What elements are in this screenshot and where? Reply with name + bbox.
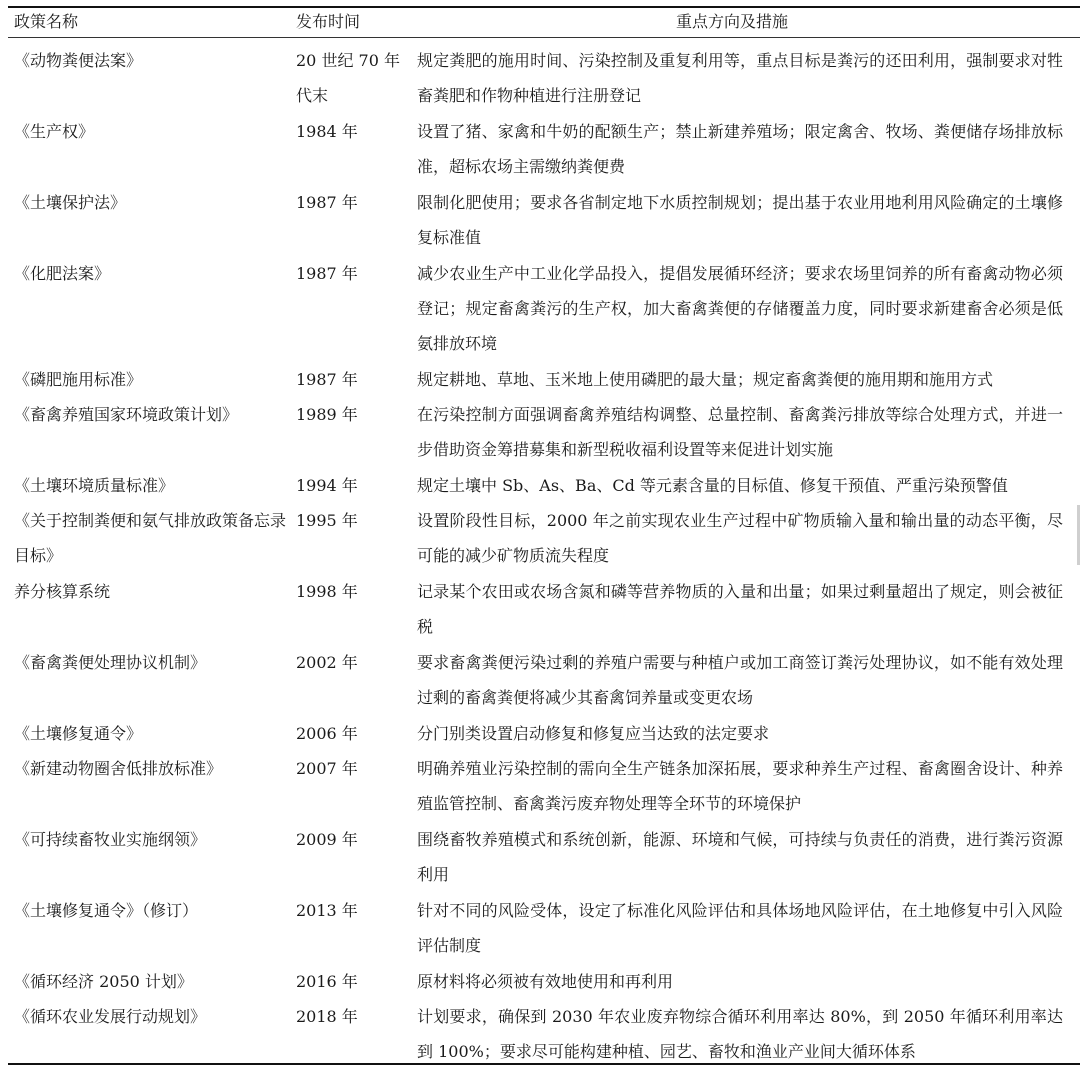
table-row xyxy=(0,749,1080,820)
policy-measures: 原材料将必须被有效地使用和再利用 xyxy=(417,972,674,991)
header-policy-name: 政策名称 xyxy=(14,12,79,31)
table-top-rule xyxy=(8,6,1080,8)
policy-name: 《土壤修复通令》 xyxy=(14,724,143,743)
policy-name: 《化肥法案》 xyxy=(14,264,111,283)
policy-measures: 在污染控制方面强调畜禽养殖结构调整、总量控制、畜禽粪污排放等综合处理方式，并进一步借助资金筹措募集和新型税收福利设置等来促进计划实施 xyxy=(417,405,1063,459)
policy-measures: 设置了猪、家禽和牛奶的配额生产；禁止新建养殖场；限定禽舍、牧场、粪便储存场排放标准，超标农场主需缴纳粪便费 xyxy=(417,122,1063,176)
policy-measures: 计划要求，确保到 2030 年农业废弃物综合循环利用率达 80%，到 2050 年循环利用率达到 100%；要求尽可能构建种植、园艺、畜牧和渔业产业间大循环体系 xyxy=(417,1007,1063,1061)
release-year: 1987 年 xyxy=(296,264,358,283)
table-row xyxy=(0,501,1080,572)
table-row xyxy=(0,183,1080,254)
policy-name: 《土壤环境质量标准》 xyxy=(14,476,175,495)
table-row xyxy=(0,891,1080,962)
release-year: 2018 年 xyxy=(296,1007,358,1026)
release-year: 20 世纪 70 年代末 xyxy=(296,51,400,105)
table-row xyxy=(0,997,1080,1068)
table-row xyxy=(0,112,1080,183)
table-row xyxy=(0,820,1080,891)
table-row xyxy=(0,466,1080,501)
release-year: 2006 年 xyxy=(296,724,358,743)
header-release-time: 发布时间 xyxy=(296,12,361,31)
policy-name: 《循环经济 2050 计划》 xyxy=(14,972,193,991)
release-year: 2007 年 xyxy=(296,759,358,778)
policy-measures: 减少农业生产中工业化学品投入，提倡发展循环经济；要求农场里饲养的所有畜禽动物必须登记；规定畜禽粪污的生产权，加大畜禽粪便的存储覆盖力度，同时要求新建畜舍必须是低氨排放环境 xyxy=(417,264,1063,353)
table-row xyxy=(0,572,1080,643)
policy-name: 《畜禽养殖国家环境政策计划》 xyxy=(14,405,239,424)
policy-measures: 要求畜禽粪便污染过剩的养殖户需要与种植户或加工商签订粪污处理协议，如不能有效处理过剩的畜禽粪便将减少其畜禽饲养量或变更农场 xyxy=(417,653,1063,707)
table-row xyxy=(0,360,1080,395)
release-year: 2002 年 xyxy=(296,653,358,672)
release-year: 1989 年 xyxy=(296,405,358,424)
policy-measures: 设置阶段性目标，2000 年之前实现农业生产过程中矿物质输入量和输出量的动态平衡，尽可能的减少矿物质流失程度 xyxy=(417,511,1063,565)
release-year: 1994 年 xyxy=(296,476,358,495)
policy-name: 《循环农业发展行动规划》 xyxy=(14,1007,207,1026)
policy-measures: 规定土壤中 Sb、As、Ba、Cd 等元素含量的目标值、修复干预值、严重污染预警值 xyxy=(417,476,1008,495)
release-year: 2016 年 xyxy=(296,972,358,991)
release-year: 2009 年 xyxy=(296,830,358,849)
header-key-measures: 重点方向及措施 xyxy=(676,12,789,31)
policy-name: 《可持续畜牧业实施纲领》 xyxy=(14,830,207,849)
policy-name: 《土壤保护法》 xyxy=(14,193,127,212)
table-header xyxy=(0,9,1080,35)
policy-measures: 记录某个农田或农场含氮和磷等营养物质的入量和出量；如果过剩量超出了规定，则会被征税 xyxy=(417,582,1063,636)
table-body xyxy=(0,41,1080,1068)
policy-measures: 限制化肥使用；要求各省制定地下水质控制规划；提出基于农业用地利用风险确定的土壤修复标准值 xyxy=(417,193,1063,247)
release-year: 1984 年 xyxy=(296,122,358,141)
table-row xyxy=(0,254,1080,360)
release-year: 1987 年 xyxy=(296,193,358,212)
policy-name: 养分核算系统 xyxy=(14,582,111,601)
policy-measures: 针对不同的风险受体，设定了标准化风险评估和具体场地风险评估，在土地修复中引入风险评估制度 xyxy=(417,901,1063,955)
policy-name: 《磷肥施用标准》 xyxy=(14,370,143,389)
table-row xyxy=(0,962,1080,997)
policy-measures: 规定粪肥的施用时间、污染控制及重复利用等，重点目标是粪污的还田利用，强制要求对牲畜粪肥和作物种植进行注册登记 xyxy=(417,51,1063,105)
policy-measures: 分门别类设置启动修复和修复应当达致的法定要求 xyxy=(417,724,770,743)
release-year: 1987 年 xyxy=(296,370,358,389)
release-year: 2013 年 xyxy=(296,901,358,920)
table-row xyxy=(0,395,1080,466)
policy-name: 《关于控制粪便和氨气排放政策备忘录目标》 xyxy=(14,511,287,565)
policy-measures: 围绕畜牧养殖模式和系统创新，能源、环境和气候，可持续与负责任的消费，进行粪污资源利用 xyxy=(417,830,1063,884)
policy-measures: 规定耕地、草地、玉米地上使用磷肥的最大量；规定畜禽粪便的施用期和施用方式 xyxy=(417,370,994,389)
table-header-rule xyxy=(8,37,1080,38)
policy-name: 《畜禽粪便处理协议机制》 xyxy=(14,653,207,672)
policy-name: 《生产权》 xyxy=(14,122,95,141)
policy-measures: 明确养殖业污染控制的需向全生产链条加深拓展，要求种养生产过程、畜禽圈舍设计、种养殖监管控制、畜禽粪污废弃物处理等全环节的环境保护 xyxy=(417,759,1063,813)
table-row xyxy=(0,41,1080,112)
release-year: 1995 年 xyxy=(296,511,358,530)
table-row xyxy=(0,643,1080,714)
table-bottom-rule xyxy=(8,1063,1080,1065)
table-row xyxy=(0,714,1080,749)
release-year: 1998 年 xyxy=(296,582,358,601)
policy-name: 《土壤修复通令》（修订） xyxy=(14,901,199,920)
policy-name: 《新建动物圈舍低排放标准》 xyxy=(14,759,223,778)
policy-name: 《动物粪便法案》 xyxy=(14,51,143,70)
